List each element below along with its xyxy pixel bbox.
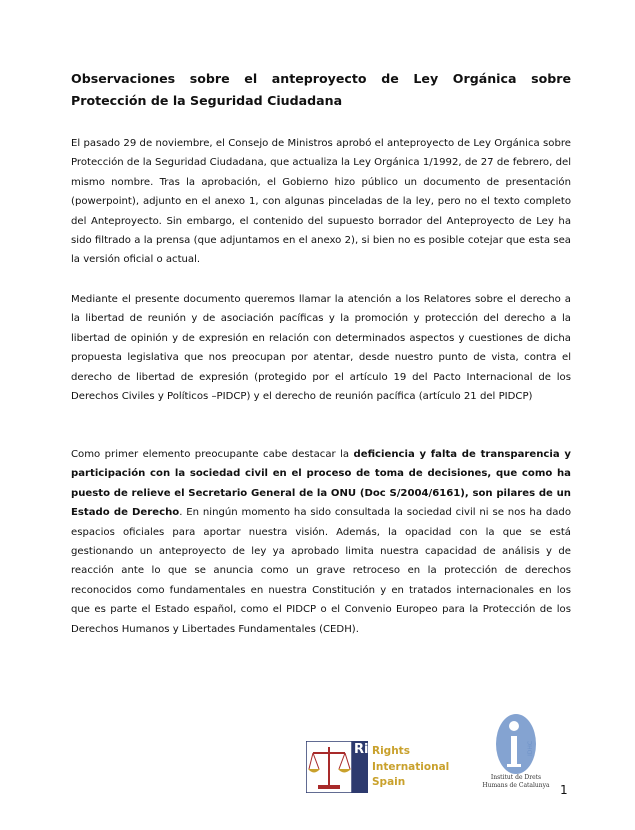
page-number: 1 (560, 783, 568, 797)
paragraph-3 (71, 445, 571, 639)
paragraph-1: El pasado 29 de noviembre, el Consejo de Ministros aprobó el anteproyecto de Ley Orgánica sobre Protección de la Seguridad Ciudadana, que actualiza la Ley Orgánica 1/1992, de 27 de febrero, del mismo nombre. Tras la aprobación, el Gobierno hizo público un documento de presentación (powerpoint), adjunto en el anexo 1, con algunas pinceladas de la ley, pero no el texto completo del Anteproyecto. Sin embargo, el contenido del supuesto borrador del Anteproyecto de Ley ha sido filtrado a la prensa (que adjuntamos en el anexo 2), si bien no es posible cotejar que esta sea la versión oficial o actual. (71, 138, 571, 266)
idhc-logo-text (476, 774, 556, 790)
document-title (71, 68, 571, 112)
paragraph-3-bold: deficiencia y falta de transparencia y participación con la sociedad civil en el proceso de toma de decisiones, que como ha puesto de relieve el Secretario General de la ONU (Doc S/2004/6161), son pilares de un Estado de Derecho (71, 449, 571, 519)
ris-logo-letters: RiS (354, 742, 378, 757)
title-line-1: Observaciones sobre el anteproyecto de Ley Orgánica sobre (71, 71, 571, 86)
paragraph-2: Mediante el presente documento queremos llamar la atención a los Relatores sobre el derecho a la libertad de reunión y de asociación pacíficas y la promoción y protección del derecho a la libertad de opinión y de expresión en relación con determinados aspectos y cuestiones de dicha propuesta legislativa que nos preocupan por atentar, desde nuestro punto de vista, contra el derecho de libertad de expresión (protegido por el artículo 19 del Pacto Internacional de los Derechos Civiles y Políticos –PIDCP) y el derecho de reunión pacífica (artículo 21 del PIDCP) (71, 294, 571, 403)
paragraph-3-start: Como primer elemento preocupante cabe destacar la (71, 449, 354, 460)
ris-text-line-2: International (372, 760, 450, 773)
title-line-2: Protección de la Seguridad Ciudadana (71, 93, 343, 108)
ris-logo-text (372, 744, 449, 791)
idhc-logo-letters: IDHC (527, 740, 534, 756)
idhc-text-line-2: Humans de Catalunya (482, 782, 550, 789)
idhc-text-line-1: Institut de Drets (490, 774, 542, 781)
paragraph-3-end: . En ningún momento ha sido consultada la sociedad civil ni se nos ha dado espacios oficiales para aportar nuestra visión. Además, la opacidad con la que se está gestionando un anteproyecto de ley ya aprobado limita nuestra capacidad de análisis y de reacción ante lo que se anuncia como un grave retroceso en la protección de derechos reconocidos como fundamentales en nuestra Constitución y en tratados internacionales en los que es parte el Estado español, como el PIDCP o el Convenio Europeo para la Protección de los Derechos Humanos y Libertades Fundamentales (CEDH). (71, 507, 572, 635)
ris-text-line-1: Rights (372, 745, 410, 757)
ris-text-line-3: Spain (372, 776, 406, 788)
